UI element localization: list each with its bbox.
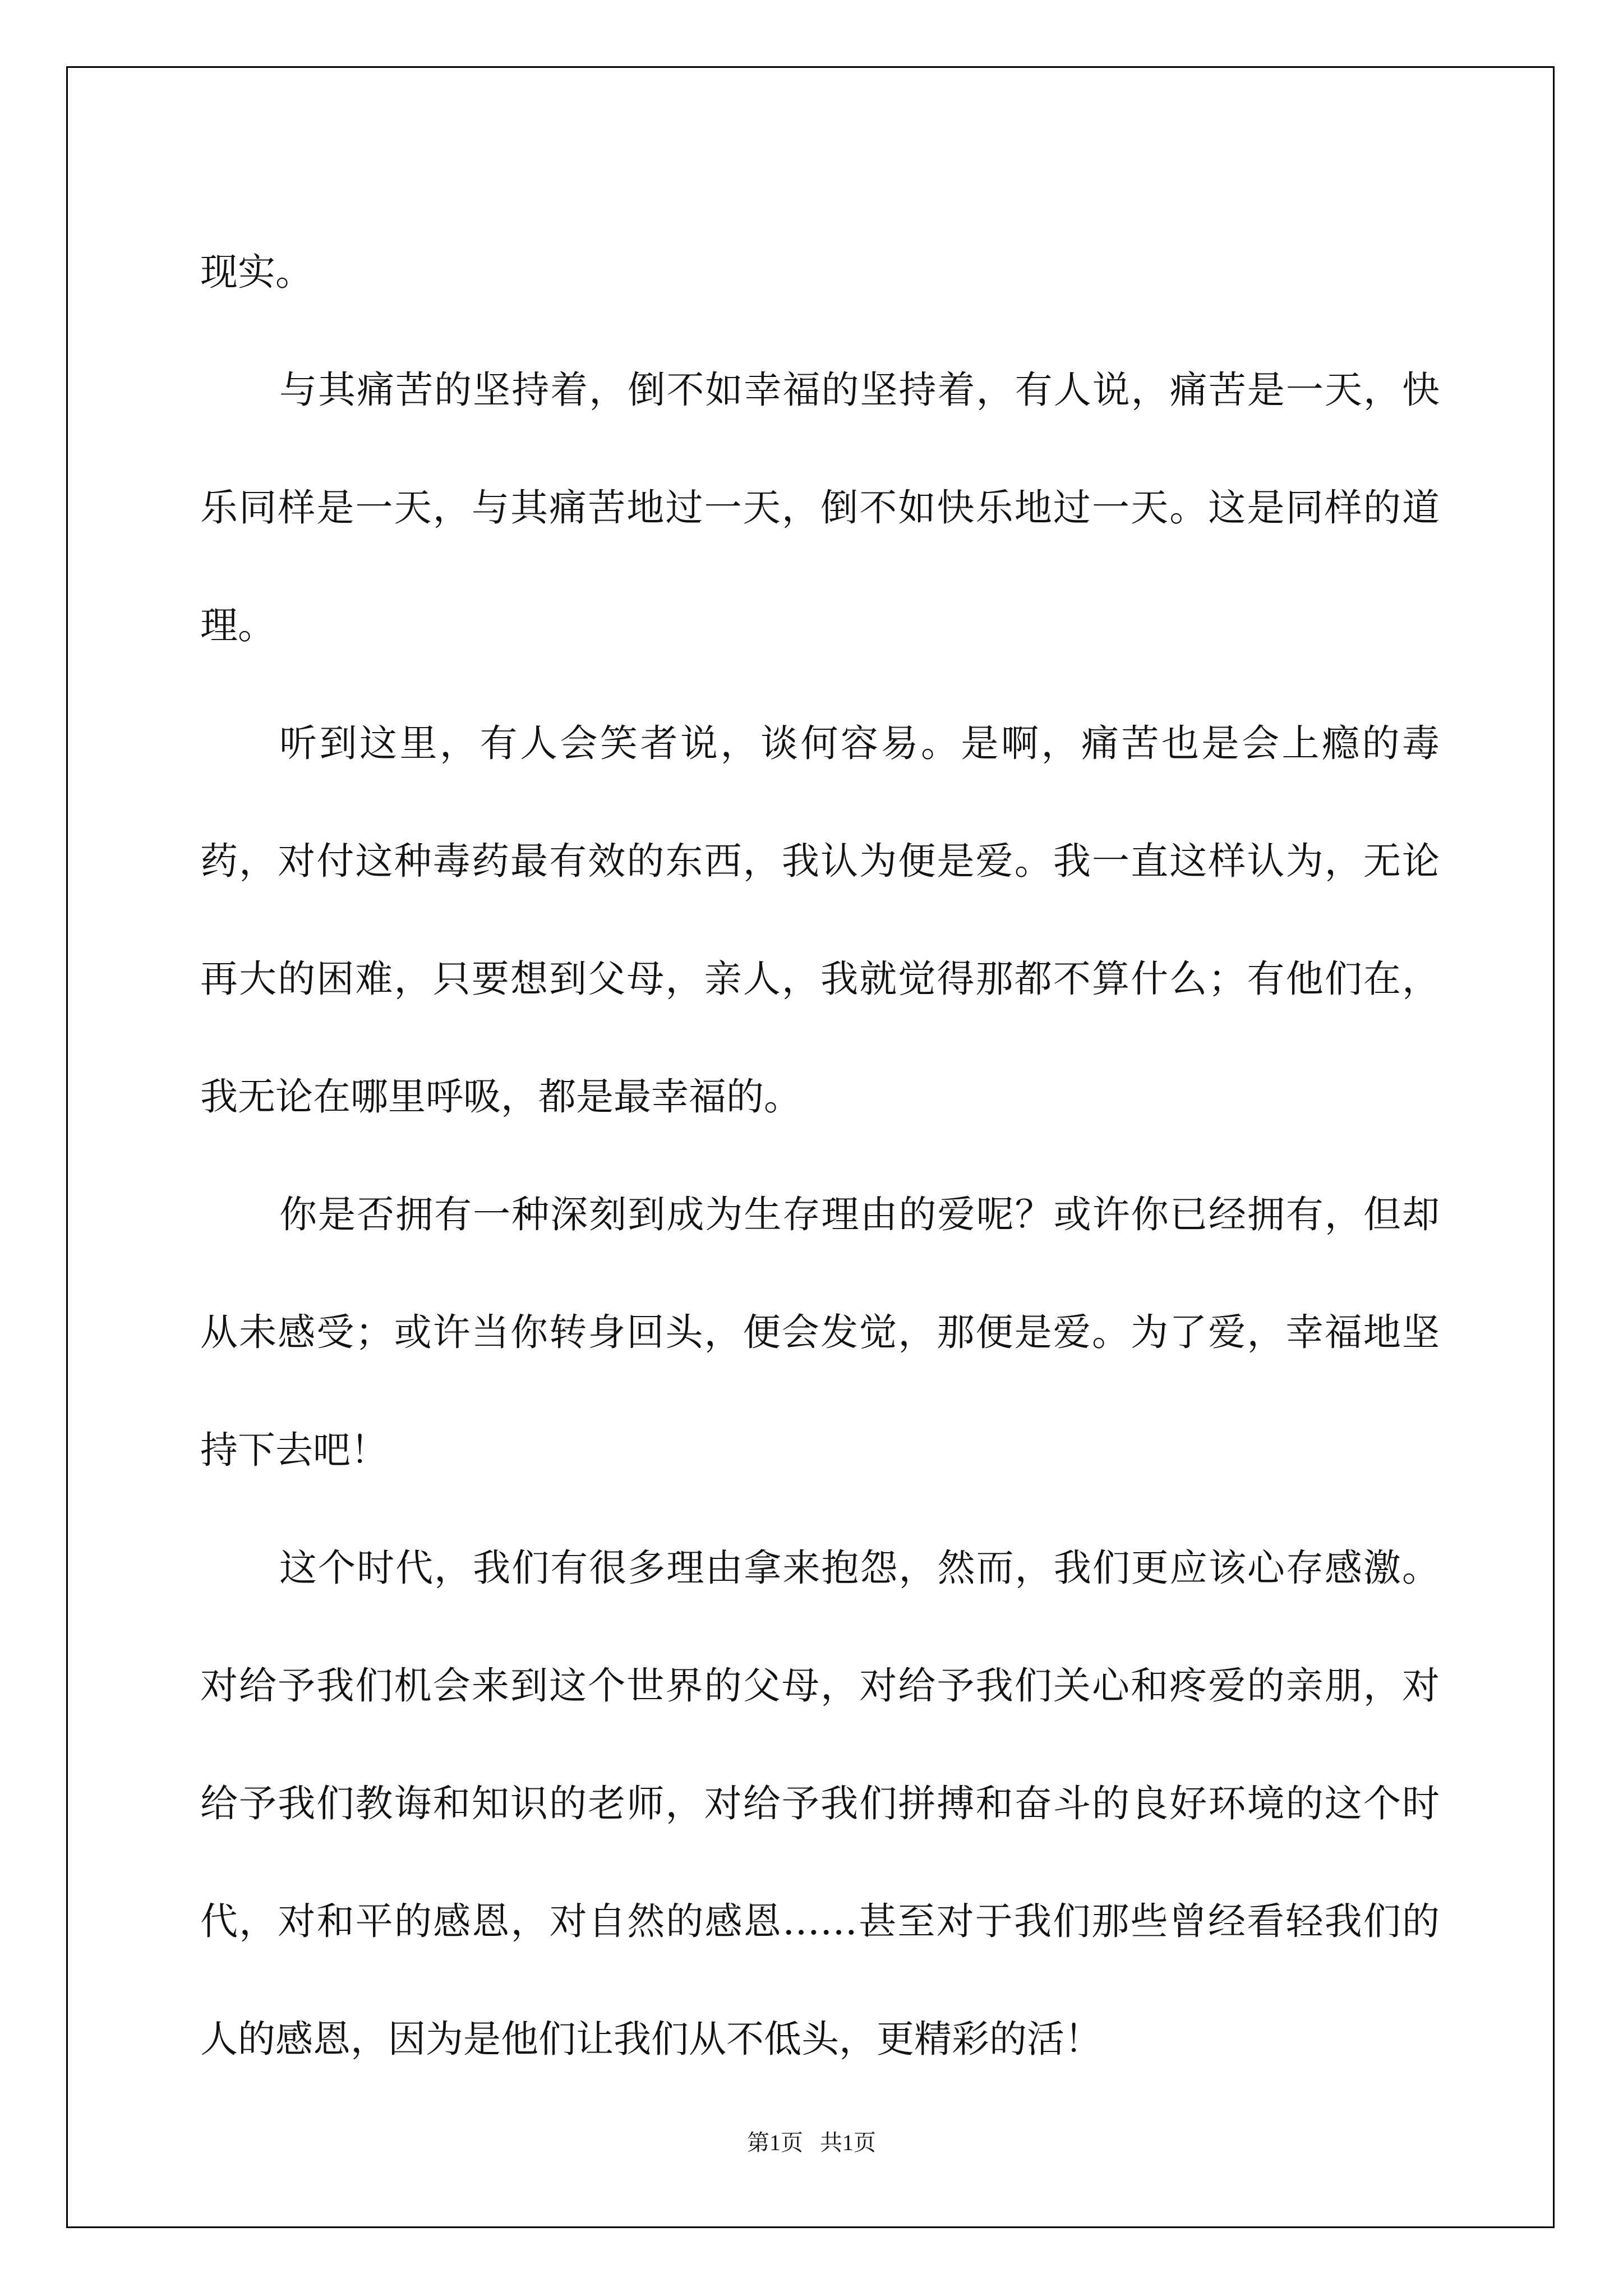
paragraph: 听到这里，有人会笑者说，谈何容易。是啊，痛苦也是会上瘾的毒药，对付这种毒药最有效的东西，我认为便是爱。我一直这样认为，无论再大的困难，只要想到父母，亲人，我就觉得那都不算什么；有他们在，我无论在哪里呼吸，都是最幸福的。 (200, 721, 1440, 1119)
paragraph: 与其痛苦的坚持着，倒不如幸福的坚持着，有人说，痛苦是一天，快乐同样是一天，与其痛苦地过一天，倒不如快乐地过一天。这是同样的道理。 (200, 368, 1440, 647)
paragraph: 现实。 (200, 250, 313, 294)
page-number: 第1页 (747, 2130, 803, 2155)
document-body (200, 213, 1440, 2098)
paragraph: 这个时代，我们有很多理由拿来抱怨，然而，我们更应该心存感激。对给予我们机会来到这个世界的父母，对给予我们关心和疼爱的亲朋，对给予我们教诲和知识的老师，对给予我们拼搏和奋斗的良好环境的这个时代，对和平的感恩，对自然的感恩……甚至对于我们那些曾经看轻我们的人的感恩，因为是他们让我们从不低头，更精彩的活！ (200, 1546, 1440, 2061)
paragraph: 你是否拥有一种深刻到成为生存理由的爱呢？或许你已经拥有，但却从未感受；或许当你转身回头，便会发觉，那便是爱。为了爱，幸福地坚持下去吧！ (200, 1193, 1440, 1472)
page-footer (0, 2125, 1623, 2157)
page-total: 共1页 (820, 2130, 876, 2155)
footer-spacer (803, 2130, 820, 2155)
